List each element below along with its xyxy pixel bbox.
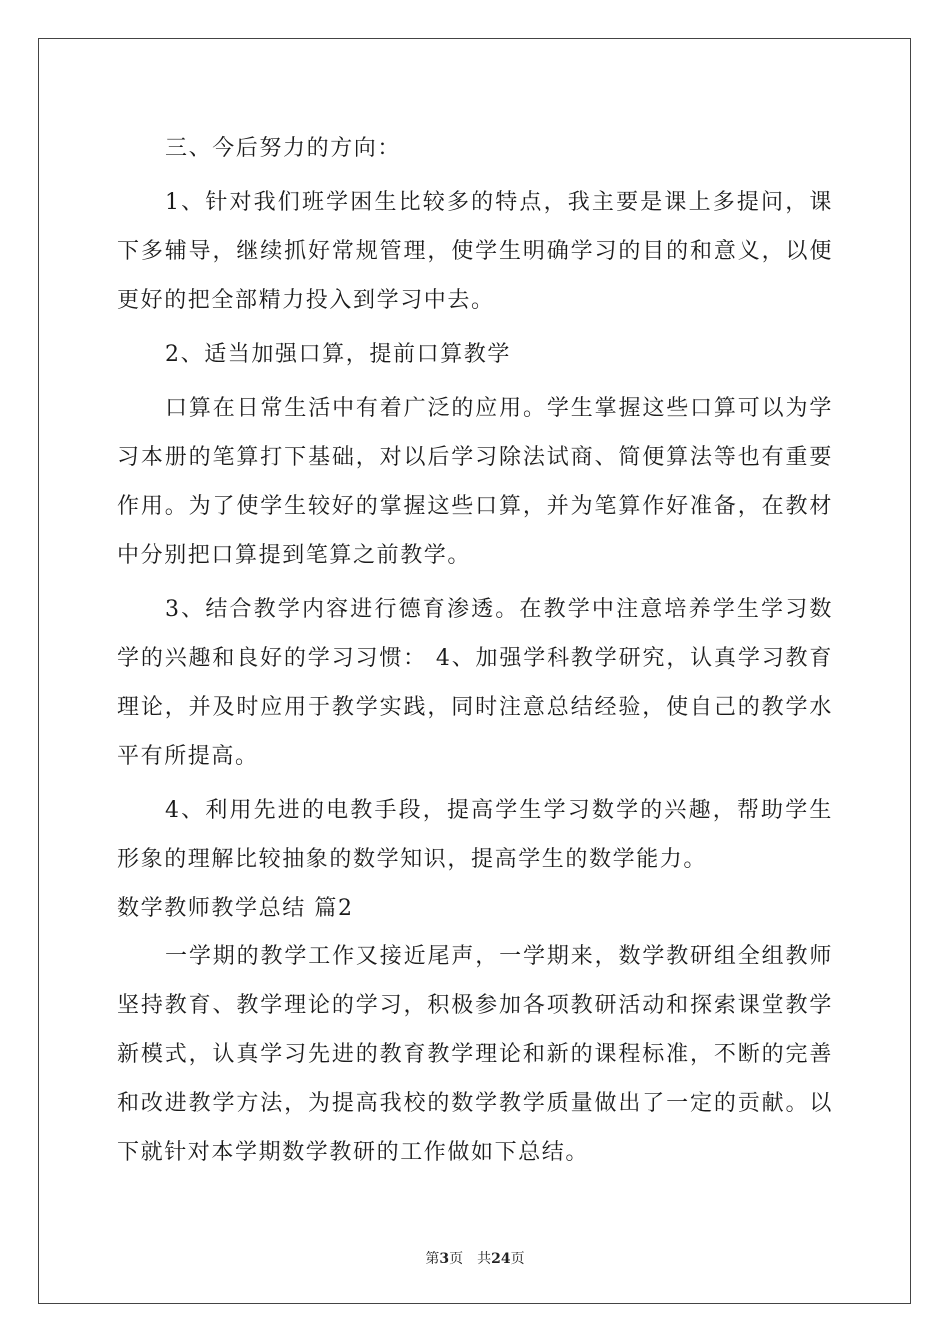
page-footer: [0, 1248, 950, 1268]
paragraph-5: 4、利用先进的电教手段，提高学生学习数学的兴趣，帮助学生形象的理解比较抽象的数学知识，提高学生的数学能力。: [117, 798, 833, 872]
article-title: 数学教师教学总结 篇2: [117, 896, 354, 921]
page-unit: 页: [449, 1251, 464, 1267]
total-unit: 页: [510, 1251, 525, 1267]
paragraph-2: 2、适当加强口算，提前口算教学: [165, 342, 511, 367]
paragraph-4: 3、结合教学内容进行德育渗透。在教学中注意培养学生学习数学的兴趣和良好的学习习惯： 4、加强学科教学研究，认真学习教育理论，并及时应用于教学实践，同时注意总结经验，使自己的教学水平有所提高。: [117, 597, 833, 769]
paragraph-1: 1、针对我们班学困生比较多的特点，我主要是课上多提问，课下多辅导，继续抓好常规管理，使学生明确学习的目的和意义，以便更好的把全部精力投入到学习中去。: [117, 190, 833, 313]
paragraph-6: 一学期的教学工作又接近尾声，一学期来，数学教研组全组教师坚持教育、教学理论的学习，积极参加各项教研活动和探索课堂教学新模式，认真学习先进的教育教学理论和新的课程标准，不断的完善和改进教学方法，为提高我校的数学教学质量做出了一定的贡献。以下就针对本学期数学教研的工作做如下总结。: [117, 944, 833, 1165]
page-current: 3: [439, 1251, 450, 1267]
document-body: [117, 124, 833, 1177]
section-heading: 三、今后努力的方向：: [165, 136, 402, 161]
total-prefix: 共: [477, 1251, 492, 1267]
paragraph-3: 口算在日常生活中有着广泛的应用。学生掌握这些口算可以为学习本册的笔算打下基础，对以后学习除法试商、简便算法等也有重要作用。为了使学生较好的掌握这些口算，并为笔算作好准备，在教材中分别把口算提到笔算之前教学。: [117, 396, 833, 568]
page-prefix: 第: [425, 1251, 440, 1267]
page-total: 24: [491, 1251, 511, 1267]
